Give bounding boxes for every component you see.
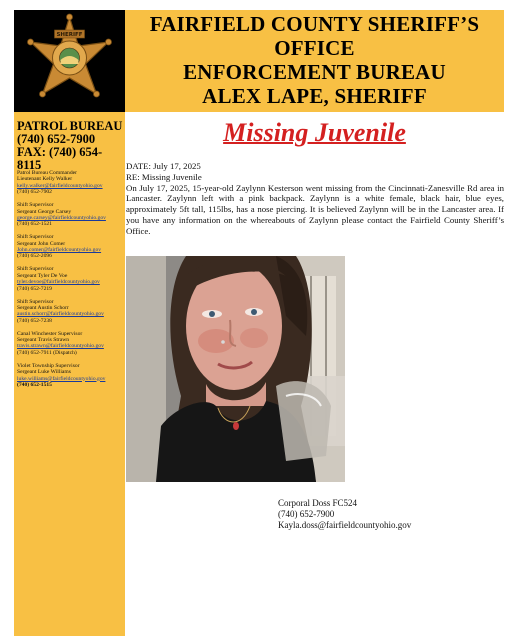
contact-name: Sergeant John Comer	[17, 240, 66, 247]
sheriff-badge-logo	[14, 10, 125, 112]
signature-email[interactable]: Kayla.doss@fairfieldcountyohio.gov	[278, 520, 412, 530]
contact-phone: (740) 652-1515	[17, 381, 52, 388]
memo-block	[126, 161, 504, 237]
contact-role: Shift Supervisor	[17, 298, 54, 305]
contact-email-link[interactable]: austin.schorr@fairfieldcountyohio.gov	[17, 311, 104, 318]
contact-phone: (740) 652-7911 (Dispatch)	[17, 349, 77, 356]
contact-name: Sergeant Austin Schorr	[17, 304, 69, 311]
patrol-fax: FAX: (740) 654-8115	[17, 145, 103, 172]
contact-entry	[17, 363, 125, 389]
contact-phone: (740) 652-7238	[17, 317, 52, 324]
contact-name: Lieutenant Kelly Walker	[17, 176, 73, 183]
contact-entry	[17, 266, 125, 292]
contact-entry	[17, 170, 125, 196]
contact-email-link[interactable]: kelly.walker@fairfieldcountyohio.gov	[17, 182, 103, 189]
contact-phone: (740) 652-1521	[17, 221, 52, 228]
contact-email-link[interactable]: tyler.devoe@fairfieldcountyohio.gov	[17, 279, 100, 286]
contact-email-link[interactable]: John.comer@fairfieldcountyohio.gov	[17, 247, 102, 254]
contact-entry	[17, 331, 125, 357]
contact-role: Shift Supervisor	[17, 234, 54, 241]
signature-name: Corporal Doss FC524	[278, 498, 358, 508]
badge-text: SHERIFF	[56, 32, 83, 38]
contact-name: Sergeant Tyler De Voe	[17, 272, 68, 279]
header-line-3: ENFORCEMENT BUREAU	[183, 60, 446, 84]
patrol-title: PATROL BUREAU	[17, 119, 123, 133]
contact-entry	[17, 299, 125, 325]
contact-name: Sergeant George Carsey	[17, 208, 72, 215]
contact-role: Patrol Bureau Commander	[17, 170, 77, 176]
header-line-1: FAIRFIELD COUNTY SHERIFF’S	[149, 12, 480, 36]
signature-block	[278, 498, 498, 531]
contact-phone: (740) 652-2096	[17, 253, 52, 260]
contact-email-link[interactable]: travis.strawn@fairfieldcountyohio.gov	[17, 343, 104, 350]
memo-date: DATE: July 17, 2025	[126, 161, 201, 171]
header-line-4: ALEX LAPE, SHERIFF	[202, 84, 427, 108]
header-banner	[125, 10, 504, 112]
contact-name: Sergeant Travis Strawn	[17, 337, 70, 344]
contact-entry	[17, 202, 125, 228]
signature-phone: (740) 652-7900	[278, 509, 335, 519]
patrol-phone: (740) 652-7900	[17, 132, 96, 146]
patrol-bureau-block	[17, 120, 125, 172]
contact-phone: (740) 652-7219	[17, 285, 52, 292]
contact-role: Shift Supervisor	[17, 202, 54, 209]
contact-role: Violet Township Supervisor	[17, 362, 80, 369]
page-title: Missing Juvenile	[223, 118, 406, 147]
missing-person-photo	[126, 256, 345, 482]
memo-body: On July 17, 2025, 15-year-old Zaylynn Kesterson went missing from the Cincinnati-Zanesville Rd area in Lancaster. Zaylynn left with a pink backpack. Zaylynn is a white female, black hair, blue eyes, approximately 5ft tall, 115lbs, has a nose piercing. It is believed Zaylynn will be in the Lancaster area. If you have any information on the whereabouts of Zaylynn please contact the Fairfield County Sheriff’s Office.	[126, 182, 504, 236]
memo-subject: RE: Missing Juvenile	[126, 171, 202, 182]
contact-list	[17, 170, 125, 395]
sheriff-star-icon	[14, 10, 125, 112]
contact-role: Shift Supervisor	[17, 266, 54, 273]
contact-name: Sergeant Luke Williams	[17, 369, 71, 376]
contact-entry	[17, 234, 125, 260]
contact-email-link[interactable]: george.carsey@fairfieldcountyohio.gov	[17, 214, 106, 221]
contact-role: Canal Winchester Supervisor	[17, 330, 83, 337]
contact-email-link[interactable]: luke.williams@fairfieldcountyohio.gov	[17, 375, 106, 382]
header-line-2: OFFICE	[274, 36, 355, 60]
contact-phone: (740) 652-7902	[17, 189, 52, 196]
